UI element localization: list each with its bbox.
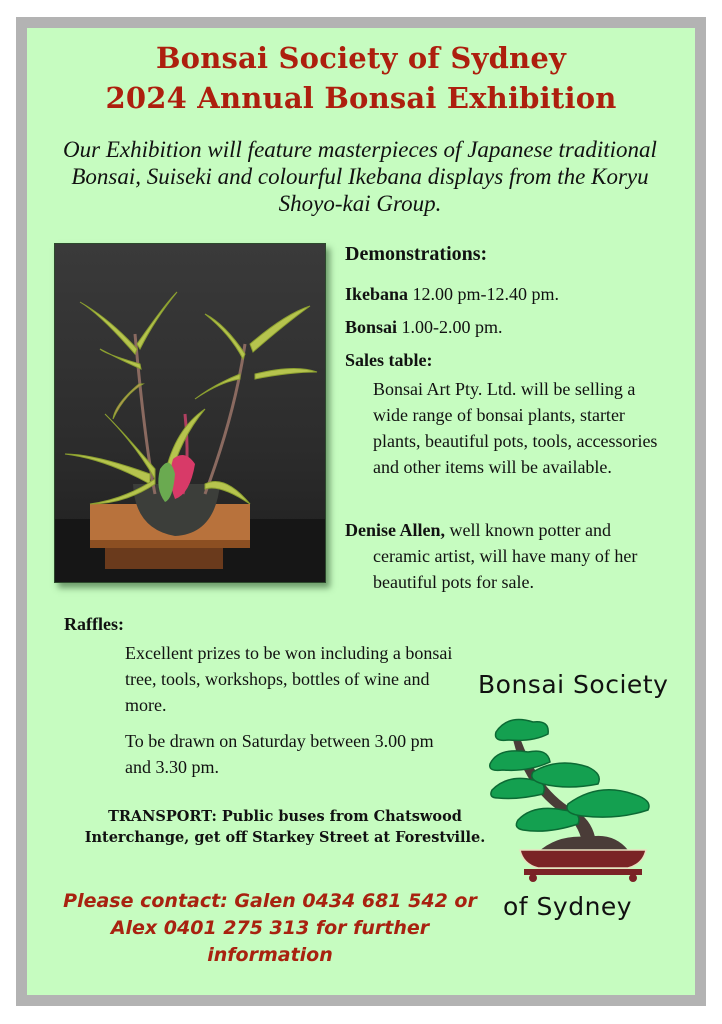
transport-info [50, 806, 520, 848]
logo-text-bottom: of Sydney [503, 892, 633, 921]
transport-line2: Interchange, get off Starkey Street at Forestville. [84, 829, 486, 846]
title-exhibition: 2024 Annual Bonsai Exhibition [105, 81, 617, 115]
demo-bonsai-label: Bonsai [345, 317, 398, 337]
potter-rest: ceramic artist, will have many of her beautiful pots for sale. [373, 546, 638, 592]
intro-text: Our Exhibition will feature masterpieces of Japanese traditional Bonsai, Suiseki and colourful Ikebana displays from the Koryu Shoyo-kai Group. [63, 137, 657, 216]
potter-name: Denise Allen, [345, 520, 446, 540]
title-society: Bonsai Society of Sydney [155, 41, 567, 75]
ikebana-arrangement-icon [55, 244, 325, 582]
bonsai-tree-logo-icon [488, 712, 658, 887]
potter-info [345, 517, 685, 595]
ikebana-photo [54, 243, 326, 583]
demo-ikebana [345, 282, 559, 307]
demonstrations-heading: Demonstrations: [345, 243, 488, 265]
potter-first-line: well known potter and [445, 520, 611, 540]
demo-bonsai-time: 1.00-2.00 pm. [397, 317, 503, 337]
contact-info: Please contact: Galen 0434 681 542 or Alex 0401 275 313 for further information [63, 890, 477, 966]
raffles-prizes: Excellent prizes to be won including a bonsai tree, tools, workshops, bottles of wine and more. [125, 643, 453, 715]
sales-heading: Sales table: [345, 350, 433, 370]
raffles-heading: Raffles: [64, 614, 124, 634]
demo-bonsai [345, 315, 503, 340]
logo-text-top: Bonsai Society [478, 670, 669, 699]
sales-body: Bonsai Art Pty. Ltd. will be selling a wide range of bonsai plants, starter plants, beautiful pots, tools, accessories and other items will be available. [373, 379, 658, 477]
raffles-draw: To be drawn on Saturday between 3.00 pm and 3.30 pm. [125, 731, 434, 777]
demo-ikebana-label: Ikebana [345, 284, 409, 304]
demo-ikebana-time: 12.00 pm-12.40 pm. [408, 284, 560, 304]
transport-line1: TRANSPORT: Public buses from Chatswood [108, 808, 462, 825]
